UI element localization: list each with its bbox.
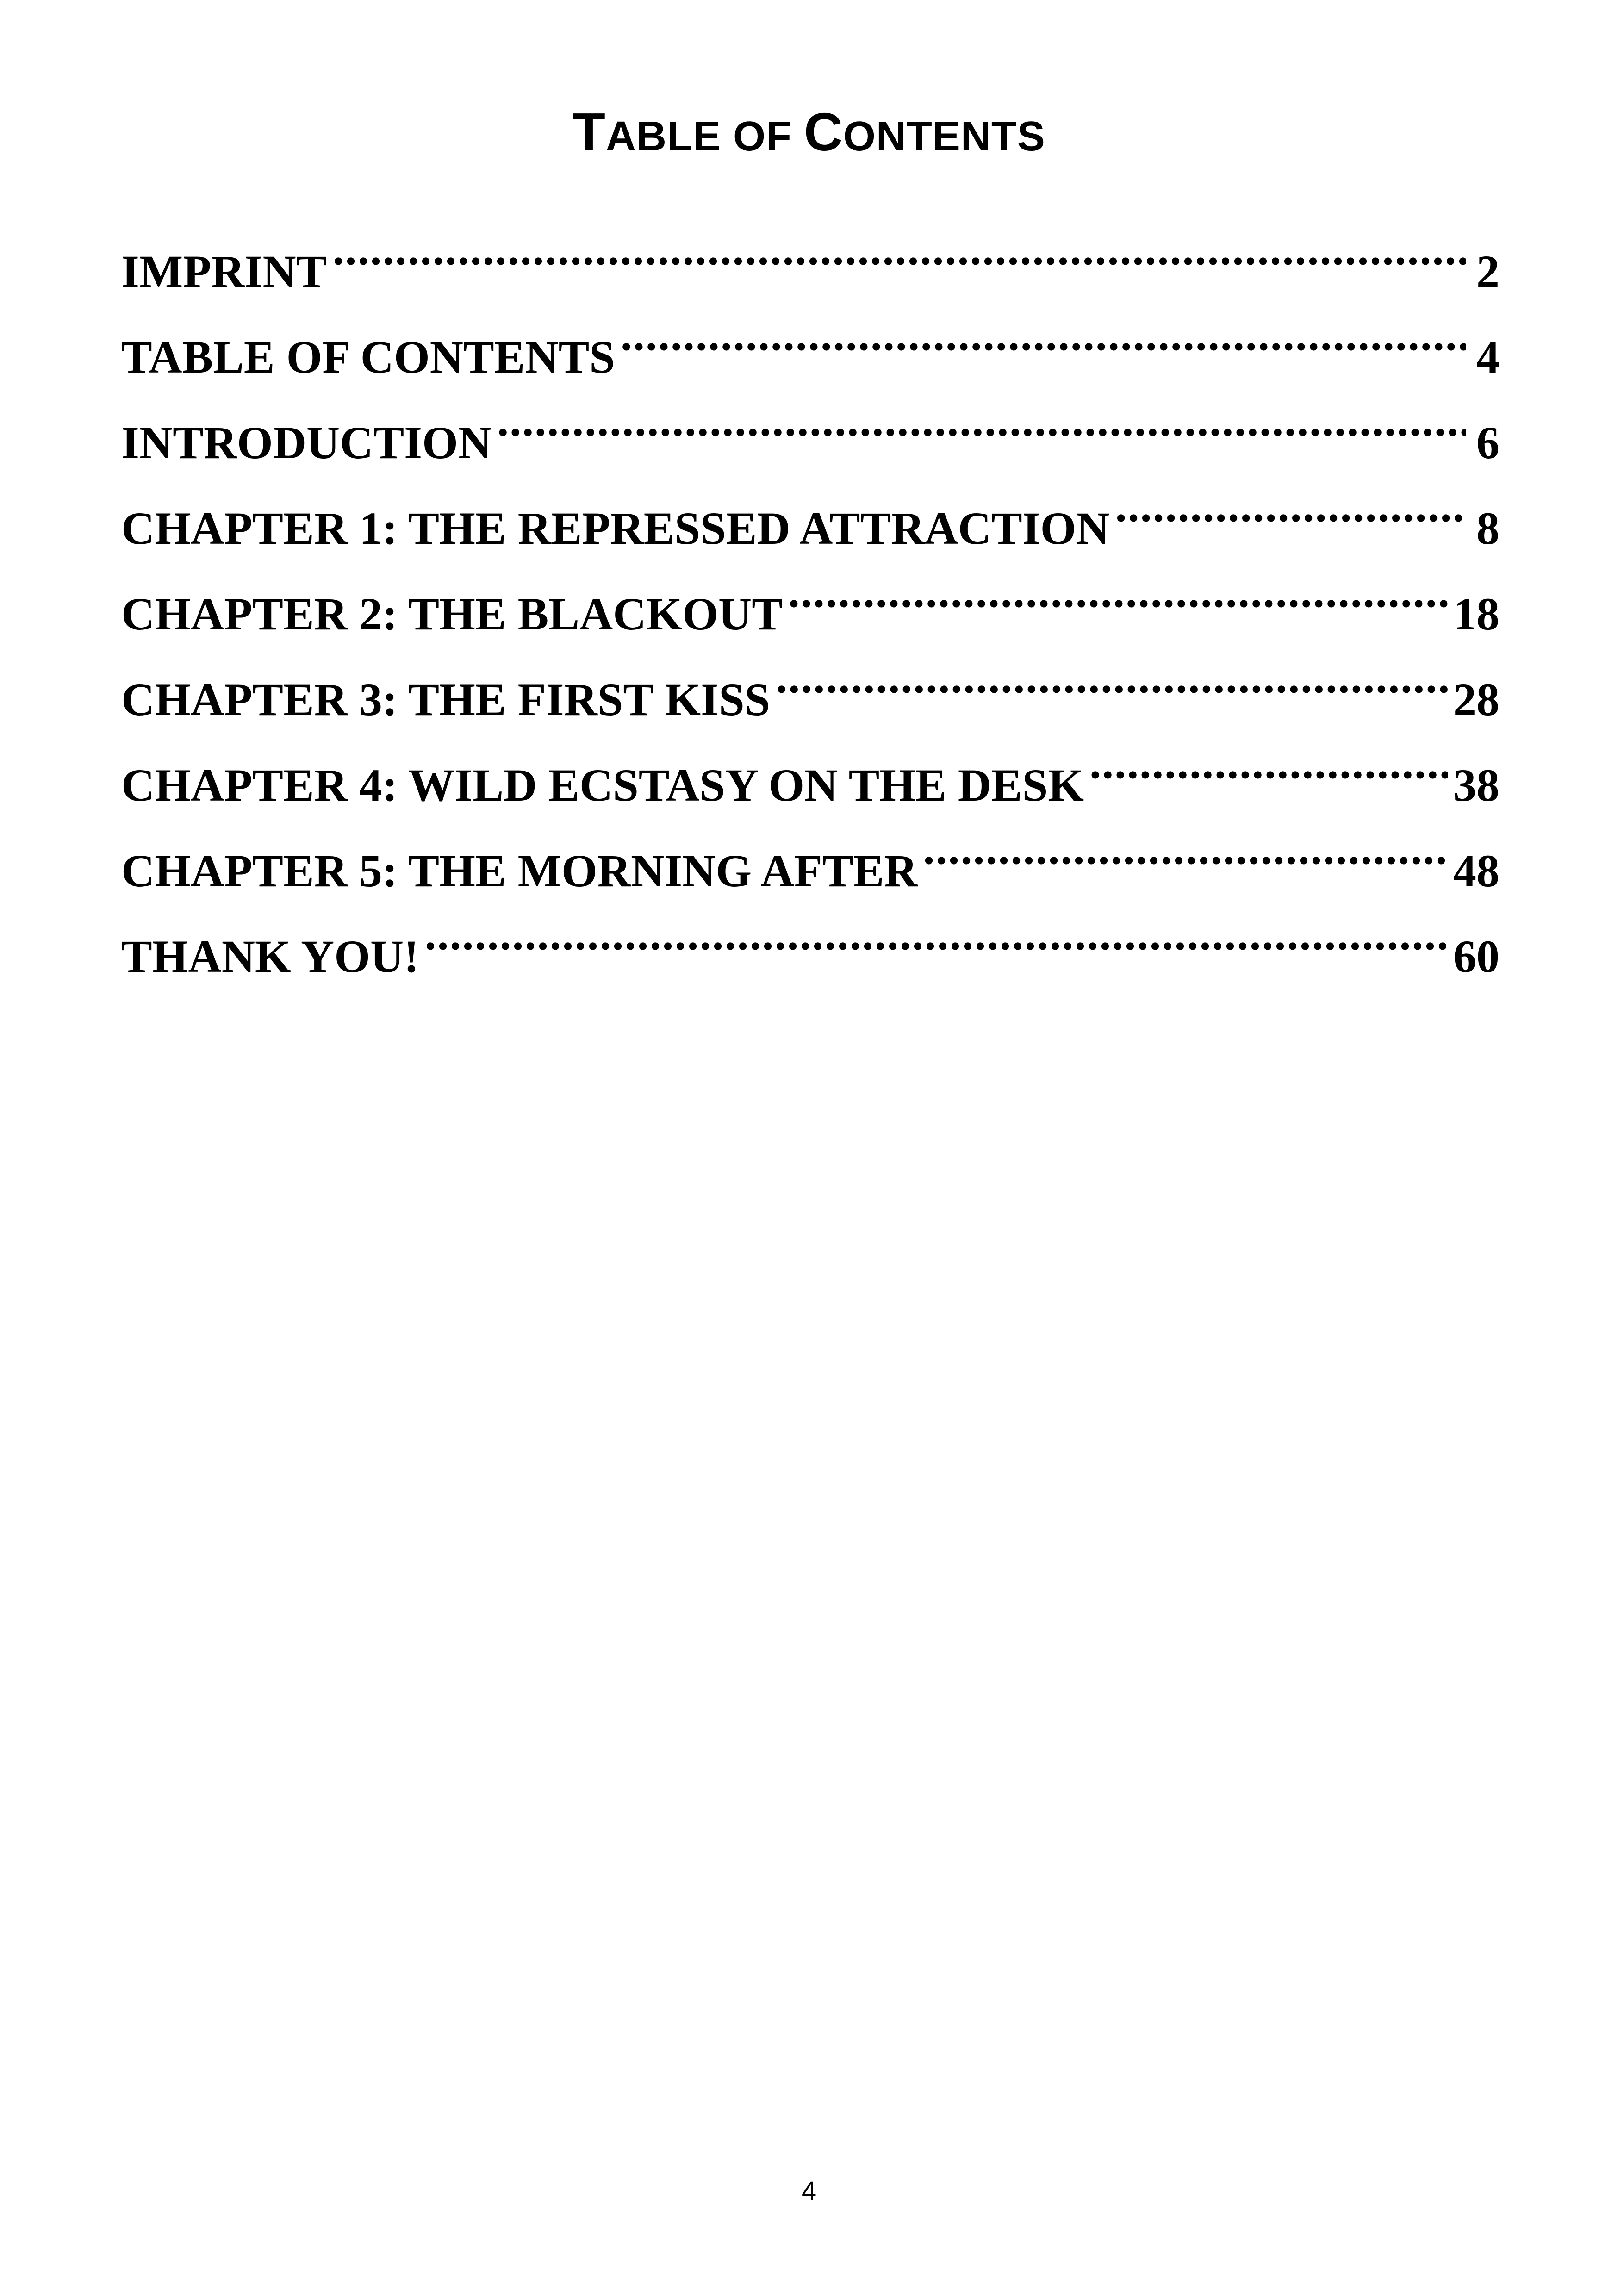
toc-entry-page: 28 bbox=[1453, 674, 1500, 725]
toc-entry-label: CHAPTER 1: THE REPRESSED ATTRACTION bbox=[121, 503, 1110, 554]
toc-entry-introduction[interactable] bbox=[121, 403, 1500, 488]
dot-leader bbox=[923, 831, 1448, 886]
toc-entry-chapter-5[interactable] bbox=[121, 831, 1500, 916]
toc-entry-label: CHAPTER 5: THE MORNING AFTER bbox=[121, 845, 918, 896]
title-rest-ontents: ONTENTS bbox=[843, 113, 1045, 160]
toc-entry-label: CHAPTER 3: THE FIRST KISS bbox=[121, 674, 771, 725]
toc-entry-page: 8 bbox=[1476, 503, 1500, 554]
toc-entry-chapter-2[interactable] bbox=[121, 574, 1500, 660]
dot-leader bbox=[1089, 745, 1448, 801]
dot-leader bbox=[788, 574, 1448, 629]
toc-entry-thank-you[interactable] bbox=[121, 916, 1500, 1002]
toc-entry-label: IMPRINT bbox=[121, 246, 327, 297]
toc-entry-page: 2 bbox=[1476, 246, 1500, 297]
toc-entry-page: 48 bbox=[1453, 845, 1500, 896]
toc-entry-label: INTRODUCTION bbox=[121, 417, 492, 468]
toc-entry-label: CHAPTER 4: WILD ECSTASY ON THE DESK bbox=[121, 759, 1084, 811]
toc-entry-imprint[interactable] bbox=[121, 231, 1500, 317]
title-rest-able-of: ABLE OF bbox=[606, 113, 804, 160]
dot-leader bbox=[1115, 488, 1466, 544]
page-title bbox=[0, 100, 1618, 169]
title-initial-c: C bbox=[804, 102, 843, 162]
toc-entry-chapter-1[interactable] bbox=[121, 488, 1500, 574]
dot-leader bbox=[776, 660, 1448, 715]
page-number: 4 bbox=[801, 2176, 817, 2206]
toc-entry-chapter-4[interactable] bbox=[121, 745, 1500, 831]
toc-entry-label: TABLE OF CONTENTS bbox=[121, 331, 615, 383]
toc-entry-table-of-contents[interactable] bbox=[121, 317, 1500, 403]
toc-entry-page: 4 bbox=[1476, 331, 1500, 383]
title-initial-t: T bbox=[573, 102, 606, 162]
toc-entry-chapter-3[interactable] bbox=[121, 660, 1500, 745]
toc-entry-page: 6 bbox=[1476, 417, 1500, 468]
toc-entry-label: THANK YOU! bbox=[121, 931, 419, 982]
toc-entry-page: 38 bbox=[1453, 759, 1500, 811]
toc-entry-page: 60 bbox=[1453, 931, 1500, 982]
dot-leader bbox=[621, 317, 1466, 373]
toc-list bbox=[121, 231, 1500, 1002]
dot-leader bbox=[425, 916, 1448, 972]
dot-leader bbox=[332, 231, 1466, 287]
toc-entry-label: CHAPTER 2: THE BLACKOUT bbox=[121, 588, 783, 640]
dot-leader bbox=[497, 403, 1466, 458]
toc-entry-page: 18 bbox=[1453, 588, 1500, 640]
